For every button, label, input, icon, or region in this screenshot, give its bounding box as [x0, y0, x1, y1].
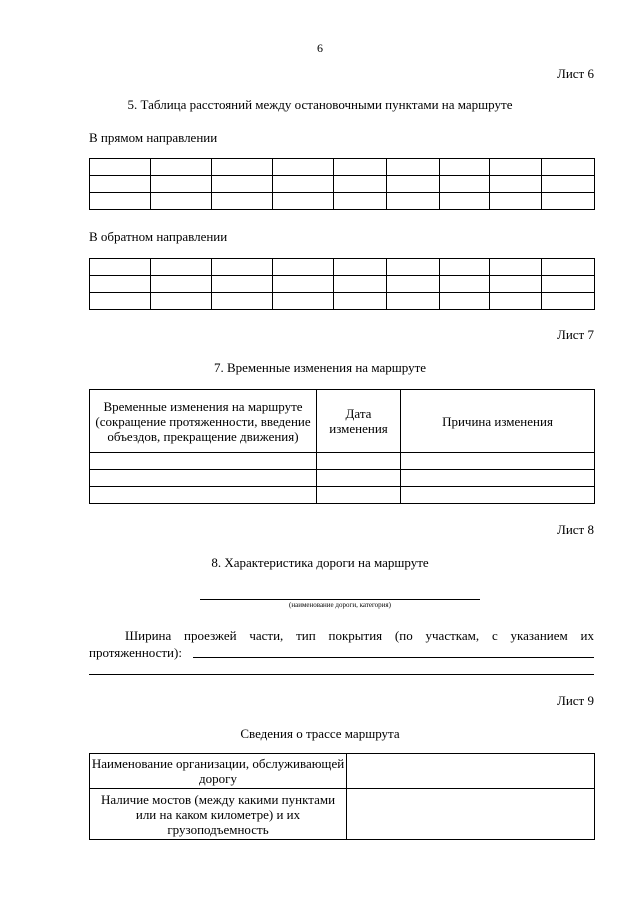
reverse-distance-table [89, 258, 595, 310]
table-row [90, 176, 595, 193]
sheet-9-title: Сведения о трассе маршрута [240, 726, 400, 741]
table-row [90, 789, 595, 840]
forward-distance-table [89, 158, 595, 210]
route-info-table [89, 753, 595, 840]
sheet-7-title: 7. Временные изменения на маршруте [213, 360, 427, 375]
table-header-row [90, 390, 595, 453]
road-name-caption: (наименование дороги, категория) [289, 601, 391, 609]
temporary-changes-table [89, 389, 595, 504]
table-row [90, 259, 595, 276]
table-row [90, 276, 595, 293]
road-width-fill-line [193, 657, 594, 658]
sheet-8-title: 8. Характеристика дороги на маршруте [211, 555, 429, 570]
table-row [90, 193, 595, 210]
sheet-8-label: Лист 8 [557, 522, 594, 537]
table-row [90, 487, 595, 504]
header-temporary-changes: Временные изменения на маршруте (сокращение протяженности, введение объездов, прекращение движения) [90, 390, 317, 453]
row-label-maintaining-organization: Наименование организации, обслуживающей дорогу [90, 754, 347, 789]
row-value-bridges [347, 789, 595, 840]
sheet-7-label: Лист 7 [557, 327, 594, 342]
forward-direction-label: В прямом направлении [89, 130, 218, 145]
page-number: 6 [317, 41, 323, 55]
sheet-6-label: Лист 6 [557, 66, 594, 81]
table-row [90, 470, 595, 487]
row-value-maintaining-organization [347, 754, 595, 789]
table-row [90, 453, 595, 470]
header-change-reason: Причина изменения [401, 390, 595, 453]
sheet-6-title: 5. Таблица расстояний между остановочными пунктами на маршруте [127, 97, 513, 112]
reverse-direction-label: В обратном направлении [89, 229, 228, 244]
header-change-date: Дата изменения [317, 390, 401, 453]
table-row [90, 754, 595, 789]
road-name-line [200, 599, 480, 600]
sheet-9-label: Лист 9 [557, 693, 594, 708]
row-label-bridges: Наличие мостов (между какими пунктами или на каком километре) и их грузоподъемность [90, 789, 347, 840]
table-row [90, 293, 595, 310]
table-row [90, 159, 595, 176]
road-width-fill-line-2 [89, 674, 594, 675]
road-width-text: Ширина проезжей части, тип покрытия (по участкам, с указанием их протяженности): [89, 628, 594, 660]
